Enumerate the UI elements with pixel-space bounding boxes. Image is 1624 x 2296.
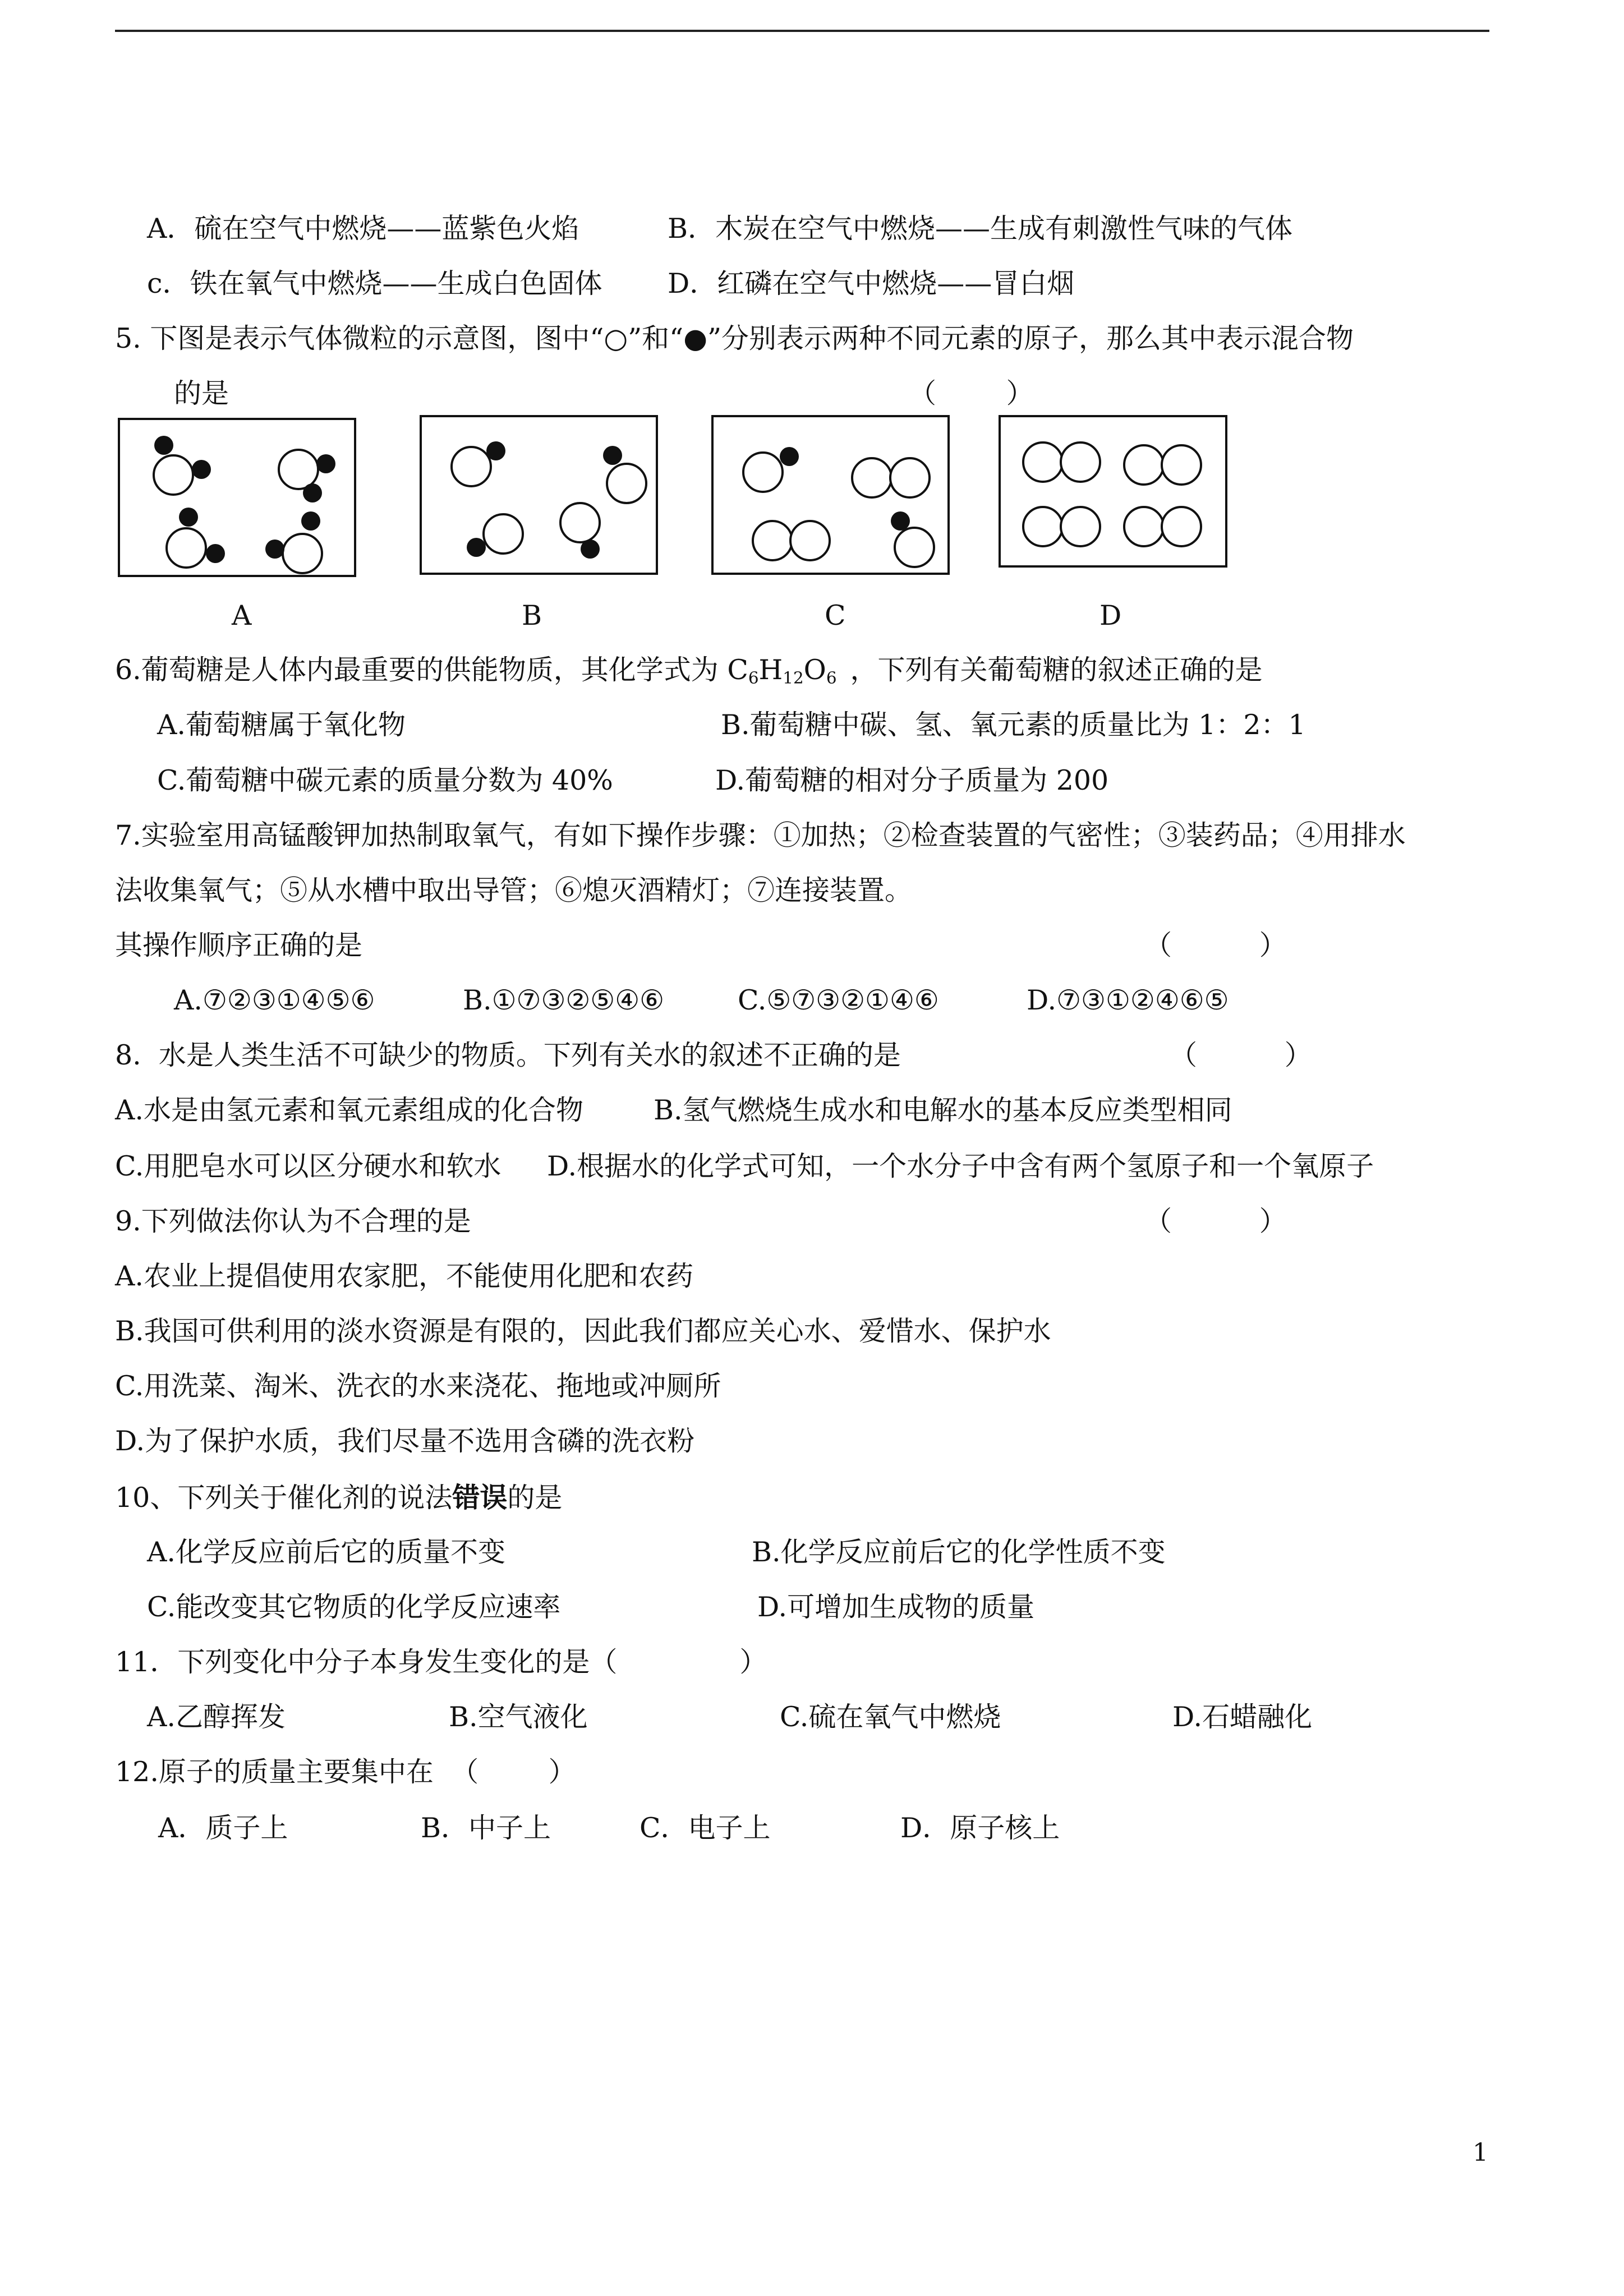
q6-option-d: D.葡萄糖的相对分子质量为 200: [715, 764, 1109, 796]
q8-option-b: B.氢气燃烧生成水和电解水的基本反应类型相同: [654, 1094, 1232, 1126]
q7-option-a: A.⑦②③①④⑤⑥: [174, 984, 375, 1016]
q11-option-a: A.乙醇挥发: [147, 1701, 286, 1733]
q10-stem: [115, 1481, 562, 1515]
q10-stem-emphasis: 错误: [452, 1481, 508, 1514]
q12-option-b: B．中子上: [421, 1812, 551, 1844]
q9-option-b: B.我国可供利用的淡水资源是有限的，因此我们都应关心水、爱惜水、保护水: [115, 1315, 1051, 1347]
q5-diagram-b: [420, 415, 658, 575]
q5-diagram-a: [118, 418, 356, 577]
q10-stem-text-a: 10、下列关于催化剂的说法: [115, 1482, 453, 1514]
q10-stem-text-b: 的是: [507, 1482, 563, 1514]
q6-option-c: C.葡萄糖中碳元素的质量分数为 40%: [157, 764, 613, 796]
q7-option-c: C.⑤⑦③②①④⑥: [738, 984, 939, 1016]
q6-sub-carbon: 6: [748, 668, 759, 688]
q5-diagram-b-particles: [422, 417, 660, 577]
q4-option-a: A．硫在空气中燃烧——蓝紫色火焰: [147, 213, 579, 245]
q6-option-b: B.葡萄糖中碳、氢、氧元素的质量比为 1：2：1: [721, 709, 1306, 741]
q9-option-d: D.为了保护水质，我们尽量不选用含磷的洗衣粉: [115, 1425, 695, 1457]
q10-option-a: A.化学反应前后它的质量不变: [147, 1536, 505, 1568]
q11-stem: 11．下列变化中分子本身发生变化的是（ ）: [115, 1646, 767, 1678]
q12-option-a: A．质子上: [158, 1812, 288, 1844]
q9-answer-paren: （ ）: [1144, 1205, 1287, 1237]
q5-diagram-c: [711, 415, 950, 575]
q11-option-d: D.石蜡融化: [1172, 1701, 1313, 1733]
q6-sub-hydrogen: 12: [783, 668, 804, 688]
q9-option-a: A.农业上提倡使用农家肥，不能使用化肥和农药: [115, 1260, 693, 1292]
q5-diagram-d: [999, 415, 1227, 568]
q12-option-c: C．电子上: [640, 1812, 771, 1844]
q7-answer-paren: （ ）: [1144, 929, 1287, 961]
q5-diagram-d-particles: [1001, 417, 1230, 570]
q6-stem-text-a: 6.葡萄糖是人体内最重要的供能物质，其化学式为 C: [115, 654, 748, 686]
q10-option-c: C.能改变其它物质的化学反应速率: [147, 1591, 561, 1623]
q10-option-b: B.化学反应前后它的化学性质不变: [752, 1536, 1166, 1568]
q4-option-d: D．红磷在空气中燃烧——冒白烟: [668, 268, 1075, 299]
q5-answer-paren: （ ）: [909, 377, 1034, 409]
q6-stem: [115, 653, 1263, 687]
q5-label-a: A: [232, 600, 252, 631]
q7-option-b: B.①⑦③②⑤④⑥: [463, 984, 665, 1016]
q5-label-b: B: [522, 600, 542, 631]
q6-oxygen: O: [803, 654, 826, 686]
q6-option-a: A.葡萄糖属于氧化物: [157, 709, 406, 741]
q5-stem-line1: 5. 下图是表示气体微粒的示意图，图中“○”和“●”分别表示两种不同元素的原子，那么其中表示混合物: [115, 322, 1354, 354]
q7-option-d: D.⑦③①②④⑥⑤: [1027, 984, 1229, 1016]
q5-label-c: C: [825, 600, 846, 631]
q7-stem-line1: 7.实验室用高锰酸钾加热制取氧气，有如下操作步骤：①加热；②检查装置的气密性；③装药品；④用排水: [115, 819, 1406, 851]
q8-stem: 8. 水是人类生活不可缺少的物质。下列有关水的叙述不正确的是: [115, 1039, 901, 1071]
page-number: 1: [1473, 2138, 1488, 2167]
q5-diagram-a-particles: [120, 420, 358, 579]
q6-sub-oxygen: 6: [826, 668, 837, 688]
q8-option-c: C.用肥皂水可以区分硬水和软水: [115, 1150, 502, 1182]
q11-option-c: C.硫在氧气中燃烧: [780, 1701, 1001, 1733]
q9-option-c: C.用洗菜、淘米、洗衣的水来浇花、拖地或冲厕所: [115, 1370, 721, 1402]
q10-option-d: D.可增加生成物的质量: [757, 1591, 1035, 1623]
q7-stem-line2: 法收集氧气；⑤从水槽中取出导管；⑥熄灭酒精灯；⑦连接装置。: [115, 874, 913, 906]
q9-stem: 9.下列做法你认为不合理的是: [115, 1205, 471, 1237]
q7-stem-line3: 其操作顺序正确的是: [115, 929, 363, 961]
q5-stem-line2: 的是: [174, 377, 229, 409]
q8-option-a: A.水是由氢元素和氧元素组成的化合物: [115, 1094, 583, 1126]
q12-option-d: D．原子核上: [900, 1812, 1060, 1844]
q6-hydrogen: H: [758, 654, 783, 686]
q4-option-b: B．木炭在空气中燃烧——生成有刺激性气味的气体: [668, 213, 1293, 245]
q8-option-d: D.根据水的化学式可知，一个水分子中含有两个氢原子和一个氧原子: [547, 1150, 1374, 1182]
q5-label-d: D: [1099, 600, 1122, 631]
q8-answer-paren: （ ）: [1170, 1039, 1312, 1071]
q11-option-b: B.空气液化: [449, 1701, 588, 1733]
header-rule: [115, 30, 1489, 32]
q4-option-c: c．铁在氧气中燃烧——生成白色固体: [147, 268, 602, 299]
q5-diagram-c-particles: [714, 417, 952, 577]
q6-stem-text-b: ，下列有关葡萄糖的叙述正确的是: [850, 654, 1263, 686]
q12-stem: 12.原子的质量主要集中在 （ ）: [115, 1756, 576, 1788]
